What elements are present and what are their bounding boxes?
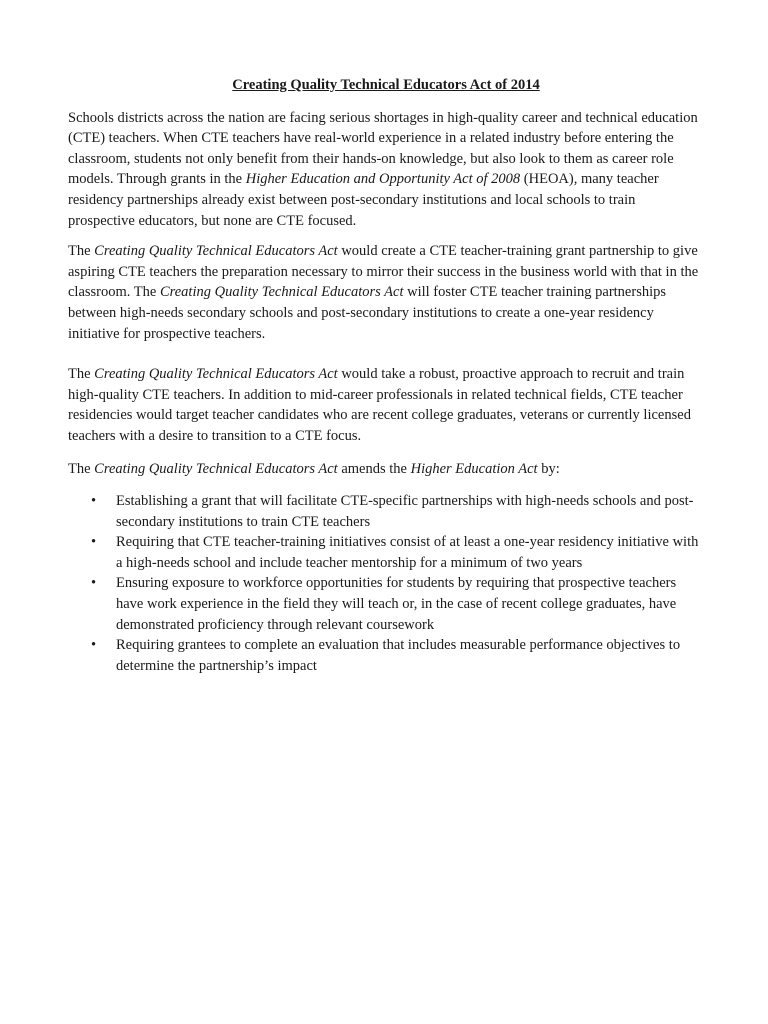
paragraph-text: amends the <box>337 460 411 477</box>
paragraph-text: would create a CTE teacher-training grant partnership to give aspiring CTE teachers the preparation necessary to mirror their success in the business world with that in the classroom. The <box>68 243 699 301</box>
list-item-text: Requiring grantees to complete an evaluation that includes measurable performance objectives to determine the partnership’s impact <box>116 637 681 674</box>
bullet-icon: • <box>91 534 97 551</box>
paragraph-recruitment <box>68 364 704 446</box>
italic-act-name: Creating Quality Technical Educators Act <box>159 284 404 301</box>
list-item-text: Establishing a grant that will facilitate CTE-specific partnerships with high-needs schools and post-secondary institutions to train CTE teachers <box>116 493 694 530</box>
list-item <box>68 532 704 573</box>
list-item-text: Ensuring exposure to workforce opportunities for students by requiring that prospective teachers have work experience in the field they will teach or, in the case of recent college graduates, have demonstrated proficiency through relevant coursework <box>116 575 677 633</box>
italic-act-name: Creating Quality Technical Educators Act <box>94 366 338 383</box>
italic-act-name: Higher Education Act <box>410 460 538 477</box>
list-item-text: Requiring that CTE teacher-training initiatives consist of at least a one-year residency initiative with a high-needs school and include teacher mentorship for a minimum of two years <box>116 534 699 571</box>
document-title: Creating Quality Technical Educators Act of 2014 <box>232 77 540 93</box>
paragraph-text: Schools districts across the nation are facing serious shortages in high-quality career and technical education (CTE) teachers. When CTE teachers have real-world experience in a related industry before entering the classroom, students not only benefit from their hands-on knowledge, but also look to them as career role models. Through grants in the <box>68 109 698 188</box>
italic-act-name: Creating Quality Technical Educators Act <box>94 243 338 260</box>
paragraph-amendments-intro <box>68 459 704 480</box>
paragraph-text: (HEOA), many teacher residency partnerships already exist between post-secondary institutions and local schools to train prospective educators, but none are CTE focused. <box>68 171 659 229</box>
paragraph-grant-partnership <box>68 241 704 344</box>
amendments-list <box>68 491 704 676</box>
list-item <box>68 491 704 532</box>
document-page <box>68 75 704 676</box>
paragraph-shortages <box>68 108 704 232</box>
paragraph-text: by: <box>537 460 560 477</box>
bullet-icon: • <box>91 493 97 510</box>
paragraph-text: The <box>68 366 95 383</box>
paragraph-text: will foster CTE teacher training partnerships between high-needs secondary schools and post-secondary institutions to create a one-year residency initiative for prospective teachers. <box>68 284 667 342</box>
italic-act-name: Higher Education and Opportunity Act of 2008 <box>245 171 521 188</box>
list-item <box>68 573 704 635</box>
paragraph-text: The <box>68 460 95 477</box>
bullet-icon: • <box>91 637 97 654</box>
list-item <box>68 635 704 676</box>
italic-act-name: Creating Quality Technical Educators Act <box>94 460 338 477</box>
paragraph-text: The <box>68 243 95 260</box>
bullet-icon: • <box>91 575 97 592</box>
paragraph-text: would take a robust, proactive approach to recruit and train high-quality CTE teachers. In addition to mid-career professionals in related technical fields, CTE teacher residencies would target teacher candidates who are recent college graduates, veterans or currently licensed teachers with a desire to transition to a CTE focus. <box>68 366 691 444</box>
